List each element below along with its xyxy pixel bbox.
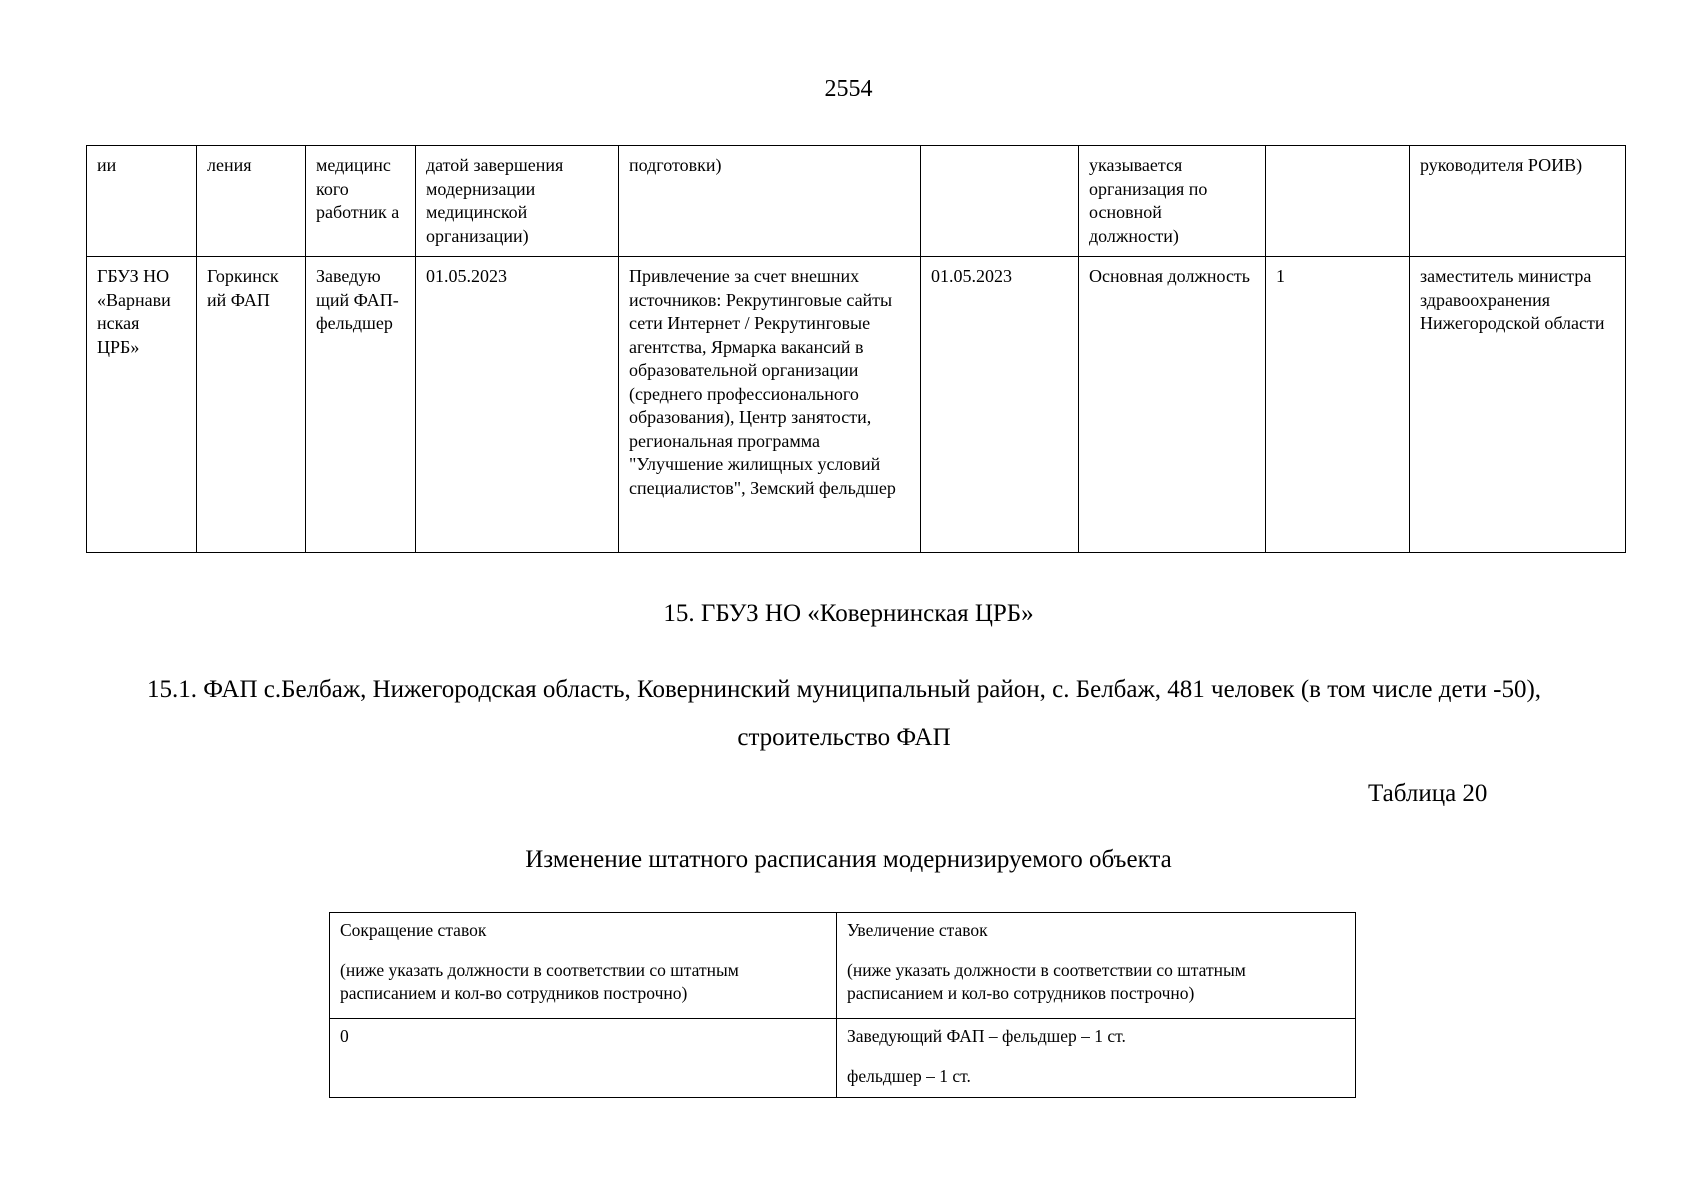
table-row — [330, 1019, 1356, 1098]
table-cell: 01.05.2023 — [921, 257, 1079, 553]
table-header-row — [330, 913, 1356, 1019]
table-cell: 1 — [1266, 257, 1410, 553]
table-cell: Заведую щий ФАП-фельдшер — [306, 257, 416, 553]
reduction-value-cell — [330, 1019, 837, 1098]
table-caption: Изменение штатного расписания модернизируемого объекта — [525, 846, 1172, 873]
increase-note: (ниже указать должности в соответствии со штатным расписанием и кол-во сотрудников построчно) — [847, 960, 1246, 1003]
table-cell — [1266, 146, 1410, 257]
table-cell: Горкинск ий ФАП — [197, 257, 306, 553]
table-row — [87, 257, 1626, 553]
increase-value-cell — [837, 1019, 1356, 1098]
table-label: Таблица 20 — [1368, 780, 1488, 807]
table-cell: Привлечение за счет внешних источников: Рекрутинговые сайты сети Интернет / Рекрутинговые агентства, Ярмарка вакансий в образовательной организации (среднего профессионального образования), Центр занятости, региональная программа "Улучшение жилищных условий специалистов", Земский фельдшер — [619, 257, 921, 553]
reduction-value: 0 — [340, 1026, 349, 1046]
page-number: 2554 — [824, 76, 873, 102]
section-title: 15. ГБУЗ НО «Ковернинская ЦРБ» — [663, 600, 1034, 627]
table-cell: датой завершения модернизации медицинской организации) — [416, 146, 619, 257]
table-cell: заместитель министра здравоохранения Нижегородской области — [1410, 257, 1626, 553]
table-cell: указывается организация по основной должности) — [1079, 146, 1266, 257]
increase-header: Увеличение ставок — [847, 920, 988, 940]
reduction-note: (ниже указать должности в соответствии со штатным расписанием и кол-во сотрудников построчно) — [340, 960, 739, 1003]
table-cell: ГБУЗ НО «Варнави нская ЦРБ» — [87, 257, 197, 553]
staffing-plan-table — [86, 145, 1626, 553]
table-cell: руководителя РОИВ) — [1410, 146, 1626, 257]
increase-line: Заведующий ФАП – фельдшер – 1 ст. — [847, 1026, 1126, 1046]
table-cell: Основная должность — [1079, 257, 1266, 553]
reduction-header: Сокращение ставок — [340, 920, 487, 940]
table-cell: медицинс кого работник а — [306, 146, 416, 257]
increase-header-cell — [837, 913, 1356, 1019]
table-cell: 01.05.2023 — [416, 257, 619, 553]
staff-changes-table — [329, 912, 1356, 1098]
table-cell: подготовки) — [619, 146, 921, 257]
increase-line: фельдшер – 1 ст. — [847, 1066, 971, 1086]
table-cell: ии — [87, 146, 197, 257]
table-cell: ления — [197, 146, 306, 257]
table-cell — [921, 146, 1079, 257]
reduction-header-cell — [330, 913, 837, 1019]
table-header-continuation-row — [87, 146, 1626, 257]
subsection-title: 15.1. ФАП с.Белбаж, Нижегородская область, Ковернинский муниципальный район, с. Белбаж, 481 человек (в том числе дети -50), строительство ФАП — [146, 676, 1542, 751]
